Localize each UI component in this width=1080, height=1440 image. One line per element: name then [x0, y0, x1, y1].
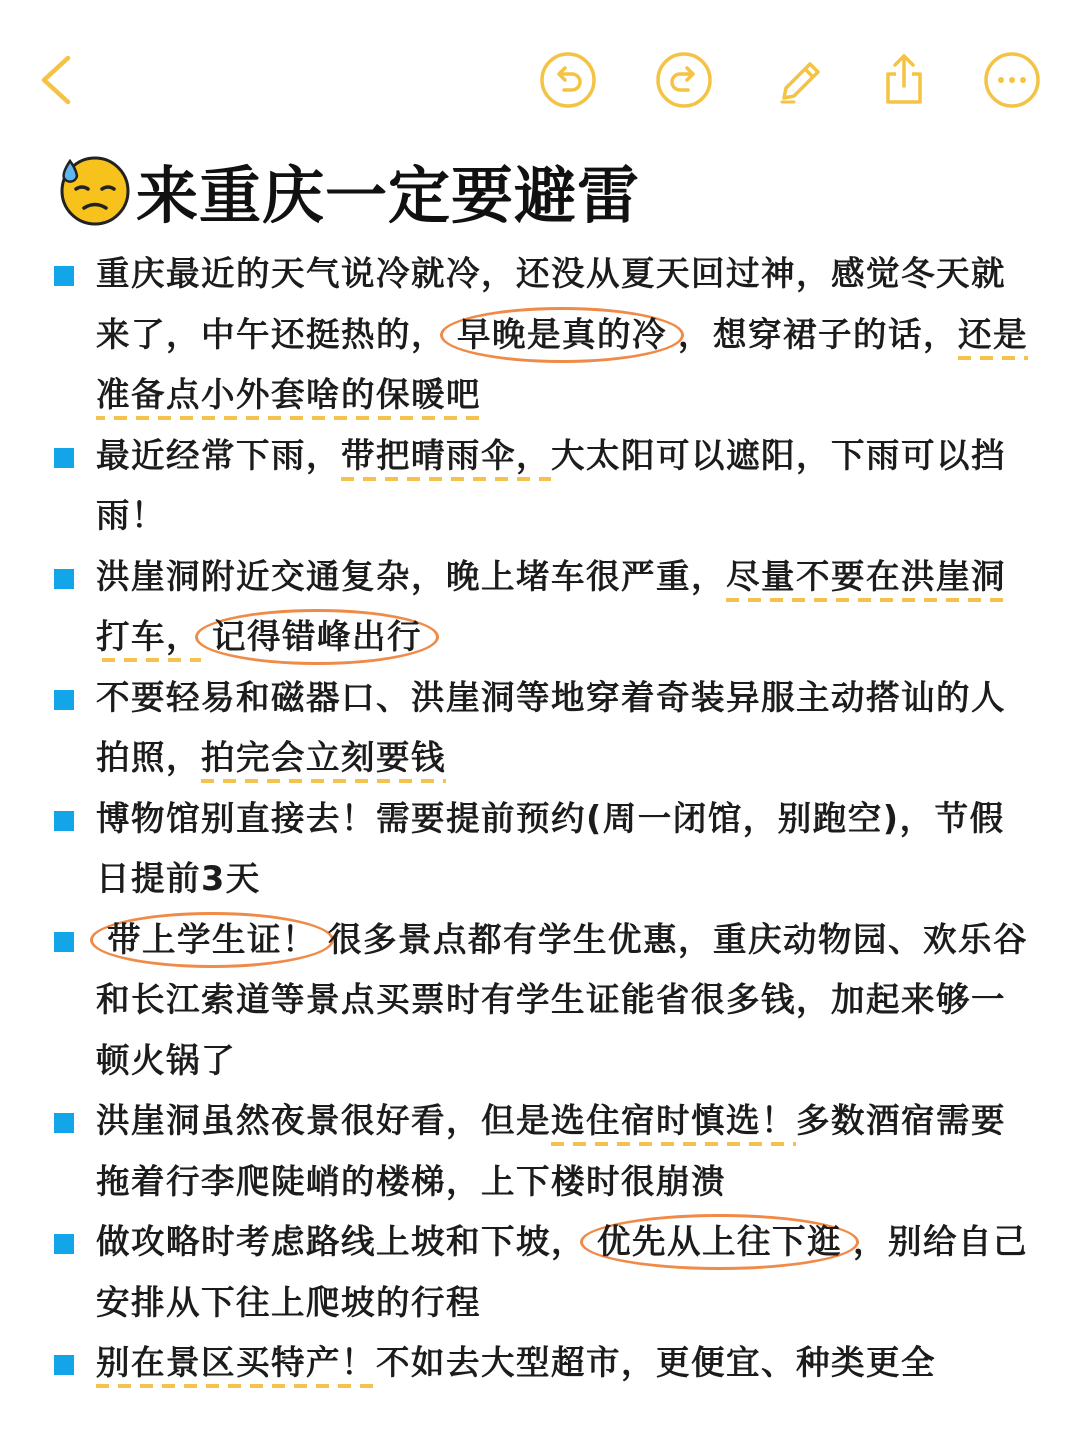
list-item	[0, 668, 1080, 789]
list-item	[0, 1333, 1080, 1394]
item-text: 洪崖洞附近交通复杂，晚上堵车很严重，尽量不要在洪崖洞打车， 记得错峰出行	[96, 547, 1030, 668]
redo-button[interactable]	[654, 50, 714, 110]
circled-highlight: 记得错峰出行	[195, 609, 439, 665]
item-text: 带上学生证！ 很多景点都有学生优惠，重庆动物园、欢乐谷和长江索道等景点买票时有学生证能省很多钱，加起来够一顿火锅了	[96, 910, 1030, 1092]
downcast-face-with-sweat-icon	[58, 153, 132, 227]
undo-button[interactable]	[538, 50, 598, 110]
circled-highlight: 早晚是真的冷	[440, 307, 684, 363]
more-button[interactable]	[982, 50, 1042, 110]
underlined-highlight: 拍完会立刻要钱	[201, 738, 446, 783]
underlined-highlight: 还是准备点小外套啥的保暖吧	[96, 315, 1028, 421]
bullet-square-icon	[54, 1234, 74, 1254]
page-title: 来重庆一定要避雷	[136, 158, 641, 232]
bullet-square-icon	[54, 811, 74, 831]
item-text: 做攻略时考虑路线上坡和下坡， 优先从上往下逛 ，别给自己安排从下往上爬坡的行程	[96, 1212, 1030, 1333]
item-text: 博物馆别直接去！需要提前预约(周一闭馆，别跑空)，节假日提前3天	[96, 798, 1005, 898]
back-icon	[28, 50, 88, 110]
list-item	[0, 1091, 1080, 1212]
bullet-square-icon	[54, 266, 74, 286]
item-text: 别在景区买特产！不如去大型超市，更便宜、种类更全	[96, 1333, 1030, 1394]
title-row	[58, 150, 640, 230]
list-item	[0, 1212, 1080, 1333]
redo-icon	[654, 50, 714, 110]
underlined-highlight: 尽量不要在洪崖洞打车，	[96, 557, 1006, 663]
bullet-square-icon	[54, 690, 74, 710]
item-text: 洪崖洞虽然夜景很好看，但是选住宿时慎选！多数酒宿需要拖着行李爬陡峭的楼梯，上下楼时很崩溃	[96, 1101, 1006, 1201]
back-button[interactable]	[28, 50, 88, 110]
bullet-square-icon	[54, 1113, 74, 1133]
bullet-square-icon	[54, 569, 74, 589]
bullet-square-icon	[54, 1355, 74, 1375]
item-text: 重庆最近的天气说冷就冷，还没从夏天回过神，感觉冬天就来了，中午还挺热的， 早晚是真的冷 ，想穿裙子的话，还是准备点小外套啥的保暖吧	[96, 244, 1030, 426]
underlined-highlight: 别在景区买特产！	[96, 1343, 376, 1388]
circled-highlight: 优先从上往下逛	[580, 1214, 859, 1270]
list-item	[0, 426, 1080, 547]
more-icon	[982, 50, 1042, 110]
list-item	[0, 244, 1080, 426]
underlined-highlight: 带把晴雨伞，	[341, 436, 551, 481]
item-text: 不要轻易和磁器口、洪崖洞等地穿着奇装异服主动搭讪的人拍照，拍完会立刻要钱	[96, 668, 1030, 789]
item-text: 最近经常下雨，带把晴雨伞，大太阳可以遮阳，下雨可以挡雨！	[96, 435, 1006, 535]
list-item	[0, 789, 1080, 910]
list-item	[0, 547, 1080, 668]
bullet-square-icon	[54, 932, 74, 952]
circled-highlight: 带上学生证！	[90, 912, 334, 968]
undo-icon	[538, 50, 598, 110]
tips-list	[0, 244, 1080, 1394]
toolbar	[0, 0, 1080, 150]
underlined-highlight: 选住宿时慎选！	[551, 1101, 796, 1146]
edit-button[interactable]	[770, 50, 830, 110]
bullet-square-icon	[54, 448, 74, 468]
share-icon	[874, 50, 934, 110]
share-button[interactable]	[874, 50, 934, 110]
list-item	[0, 910, 1080, 1092]
pencil-icon	[770, 50, 830, 110]
